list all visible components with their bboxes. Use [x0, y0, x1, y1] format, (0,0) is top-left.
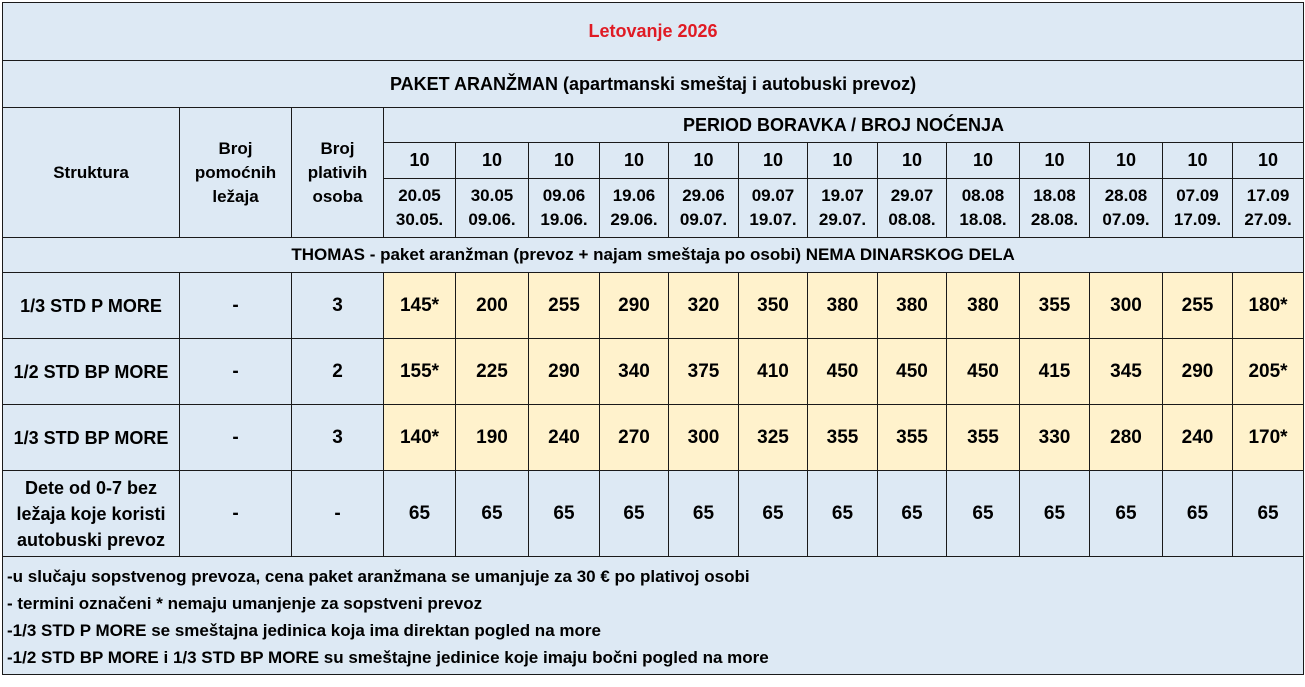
price-cell: 65 [384, 471, 456, 557]
price-cell: 65 [739, 471, 808, 557]
header-paying-persons [292, 108, 384, 238]
period-from: 08.08 [961, 186, 1005, 205]
price-cell: 410 [739, 339, 808, 405]
period-to: 18.08. [959, 210, 1007, 229]
price-cell: 65 [1020, 471, 1090, 557]
table-row [3, 405, 1304, 471]
period-from: 09.06 [542, 186, 586, 205]
period-from: 29.07 [890, 186, 934, 205]
period-from: 19.06 [612, 186, 656, 205]
price-cell: 450 [808, 339, 878, 405]
price-cell: 180* [1233, 273, 1304, 339]
period-dates-cell [739, 179, 808, 238]
child-label-line: Dete od 0-7 bez [24, 477, 158, 498]
period-dates-cell [1233, 179, 1304, 238]
price-cell: 450 [878, 339, 947, 405]
price-cell: 290 [600, 273, 669, 339]
period-from: 29.06 [682, 186, 725, 205]
nights-cell: 10 [1163, 143, 1233, 179]
notes-cell [3, 557, 1304, 675]
nights-cell: 10 [947, 143, 1020, 179]
page-title: Letovanje 2026 [3, 3, 1304, 61]
header-extra-beds-line: ležaja [212, 186, 259, 206]
nights-cell: 10 [600, 143, 669, 179]
price-cell: 255 [1163, 273, 1233, 339]
price-cell: 380 [808, 273, 878, 339]
price-cell: 240 [529, 405, 600, 471]
notes-row [3, 557, 1304, 675]
table-row [3, 273, 1304, 339]
price-cell: 355 [878, 405, 947, 471]
period-to: 09.06. [468, 210, 516, 229]
period-from: 09.07 [751, 186, 795, 205]
price-cell: 65 [1090, 471, 1163, 557]
paying-persons-value: 2 [292, 339, 384, 405]
price-cell: 300 [1090, 273, 1163, 339]
price-cell: 190 [456, 405, 529, 471]
extra-beds-value: - [180, 339, 292, 405]
nights-cell: 10 [1090, 143, 1163, 179]
note-line: -1/3 STD P MORE se smeštajna jedinica koja ima direktan pogled na more [7, 621, 601, 640]
period-to: 28.08. [1030, 210, 1079, 229]
price-cell: 320 [669, 273, 739, 339]
price-cell: 205* [1233, 339, 1304, 405]
period-to: 29.06. [610, 210, 658, 229]
period-dates-cell [1163, 179, 1233, 238]
paying-persons-value: 3 [292, 405, 384, 471]
price-cell: 355 [947, 405, 1020, 471]
price-cell: 355 [1020, 273, 1090, 339]
period-from: 07.09 [1176, 186, 1219, 205]
paying-persons-value: - [292, 471, 384, 557]
period-to: 07.09. [1102, 210, 1150, 229]
period-dates-cell [878, 179, 947, 238]
price-cell: 340 [600, 339, 669, 405]
price-cell: 240 [1163, 405, 1233, 471]
price-cell: 65 [600, 471, 669, 557]
period-dates-cell [1090, 179, 1163, 238]
period-to: 19.07. [749, 210, 797, 229]
period-to: 08.08. [888, 210, 936, 229]
table-body [3, 3, 1304, 675]
room-structure-label: 1/3 STD BP MORE [3, 405, 180, 471]
price-cell: 140* [384, 405, 456, 471]
period-to: 19.06. [540, 210, 588, 229]
note-line: -1/2 STD BP MORE i 1/3 STD BP MORE su smeštajne jedinice koje imaju bočni pogled na more [7, 648, 769, 667]
price-cell: 450 [947, 339, 1020, 405]
room-structure-label: 1/2 STD BP MORE [3, 339, 180, 405]
period-dates-cell [808, 179, 878, 238]
price-cell: 300 [669, 405, 739, 471]
child-label-line: autobuski prevoz [16, 529, 166, 550]
price-cell: 380 [878, 273, 947, 339]
price-cell: 330 [1020, 405, 1090, 471]
nights-cell: 10 [669, 143, 739, 179]
price-cell: 380 [947, 273, 1020, 339]
period-to: 30.05. [395, 210, 444, 229]
header-extra-beds-line: Broj [218, 138, 253, 158]
price-cell: 65 [947, 471, 1020, 557]
header-paying-line: plativih [307, 162, 368, 182]
child-row [3, 471, 1304, 557]
price-cell: 65 [1233, 471, 1304, 557]
price-cell: 270 [600, 405, 669, 471]
period-to: 17.09. [1173, 210, 1222, 229]
child-label-line: ležaja koje koristi [16, 503, 166, 524]
nights-cell: 10 [384, 143, 456, 179]
extra-beds-value: - [180, 471, 292, 557]
child-label [3, 471, 180, 557]
header-extra-beds-line: pomoćnih [194, 162, 277, 182]
price-cell: 280 [1090, 405, 1163, 471]
price-table [2, 2, 1304, 675]
nights-cell: 10 [808, 143, 878, 179]
nights-cell: 10 [1233, 143, 1304, 179]
section-title: THOMAS - paket aranžman (prevoz + najam smeštaja po osobi) NEMA DINARSKOG DELA [3, 238, 1304, 273]
note-line: -u slučaju sopstvenog prevoza, cena paket aranžmana se umanjuje za 30 € po plativoj osobi [7, 567, 750, 586]
price-cell: 290 [529, 339, 600, 405]
price-cell: 415 [1020, 339, 1090, 405]
period-from: 20.05 [398, 186, 441, 205]
price-cell: 200 [456, 273, 529, 339]
price-cell: 355 [808, 405, 878, 471]
period-from: 30.05 [470, 186, 514, 205]
package-subtitle: PAKET ARANŽMAN (apartmanski smeštaj i autobuski prevoz) [3, 61, 1304, 108]
period-dates-cell [456, 179, 529, 238]
note-line: - termini označeni * nemaju umanjenje za sopstveni prevoz [7, 594, 483, 613]
extra-beds-value: - [180, 273, 292, 339]
price-cell: 255 [529, 273, 600, 339]
price-cell: 375 [669, 339, 739, 405]
paying-persons-value: 3 [292, 273, 384, 339]
period-dates-cell [384, 179, 456, 238]
header-extra-beds [180, 108, 292, 238]
period-from: 18.08 [1033, 186, 1076, 205]
header-paying-line: osoba [312, 186, 363, 206]
period-from: 17.09 [1246, 186, 1290, 205]
price-cell: 65 [529, 471, 600, 557]
header-struktura: Struktura [3, 108, 180, 238]
price-cell: 350 [739, 273, 808, 339]
period-to: 27.09. [1244, 210, 1292, 229]
nights-cell: 10 [529, 143, 600, 179]
period-dates-cell [947, 179, 1020, 238]
table-row [3, 339, 1304, 405]
header-period: PERIOD BORAVKA / BROJ NOĆENJA [384, 108, 1304, 143]
price-cell: 345 [1090, 339, 1163, 405]
nights-cell: 10 [456, 143, 529, 179]
price-cell: 65 [808, 471, 878, 557]
nights-cell: 10 [1020, 143, 1090, 179]
period-dates-cell [669, 179, 739, 238]
nights-cell: 10 [878, 143, 947, 179]
price-cell: 65 [1163, 471, 1233, 557]
price-cell: 290 [1163, 339, 1233, 405]
price-cell: 65 [669, 471, 739, 557]
period-dates-cell [600, 179, 669, 238]
price-cell: 325 [739, 405, 808, 471]
price-cell: 225 [456, 339, 529, 405]
price-cell: 170* [1233, 405, 1304, 471]
period-dates-cell [1020, 179, 1090, 238]
period-to: 29.07. [818, 210, 867, 229]
header-paying-line: Broj [320, 138, 355, 158]
price-cell: 145* [384, 273, 456, 339]
price-cell: 65 [878, 471, 947, 557]
price-cell: 65 [456, 471, 529, 557]
price-cell: 155* [384, 339, 456, 405]
period-from: 28.08 [1104, 186, 1148, 205]
extra-beds-value: - [180, 405, 292, 471]
period-dates-cell [529, 179, 600, 238]
period-to: 09.07. [679, 210, 728, 229]
room-structure-label: 1/3 STD P MORE [3, 273, 180, 339]
nights-cell: 10 [739, 143, 808, 179]
period-from: 19.07 [821, 186, 864, 205]
